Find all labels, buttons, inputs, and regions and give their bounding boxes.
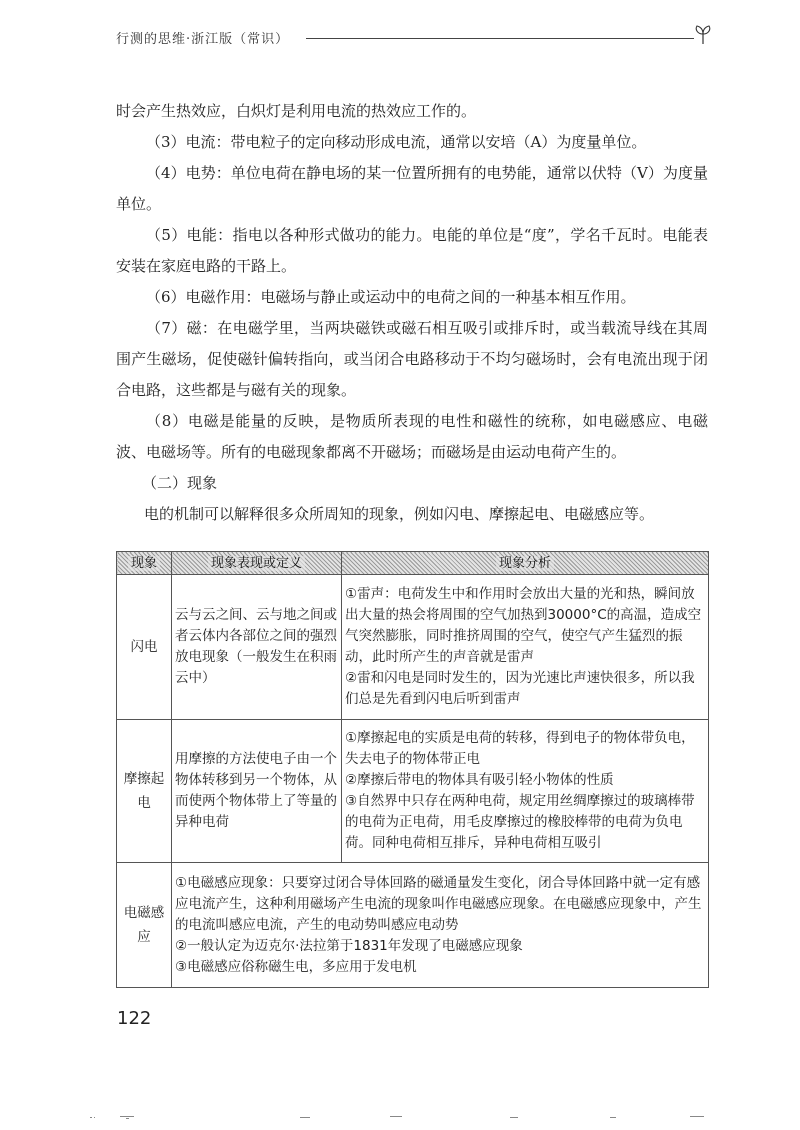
body-text <box>116 96 708 530</box>
paragraph-electromagnetism: （8）电磁是能量的反映，是物质所表现的电性和磁性的统称，如电磁感应、电磁波、电磁场等。所有的电磁现象都离不开磁场；而磁场是由运动电荷产生的。 <box>116 412 708 461</box>
phenomenon-analysis <box>342 720 709 863</box>
table-row <box>117 720 709 863</box>
phenomenon-name: 摩擦起电 <box>117 720 172 863</box>
header-phenomenon: 现象 <box>117 552 172 575</box>
analysis-item: ②摩擦后带电的物体具有吸引轻小物体的性质 <box>345 772 614 788</box>
running-header <box>116 24 716 54</box>
table-row <box>117 863 709 988</box>
phenomenon-analysis <box>342 575 709 720</box>
book-title: 行测的思维·浙江版（常识） <box>116 32 290 47</box>
analysis-item: ①雷声：电荷发生中和作用时会放出大量的光和热，瞬间放出大量的热会将周围的空气加热到30000°C的高温，造成空气突然膨胀，同时推挤周围的空气，使空气产生猛烈的振动，此时所产生的声音就是雷声 <box>345 586 702 665</box>
scan-artifact-dots <box>90 1112 730 1122</box>
analysis-item: ①摩擦起电的实质是电荷的转移，得到电子的物体带负电，失去电子的物体带正电 <box>345 730 695 767</box>
phenomena-table <box>116 551 709 988</box>
paragraph-electromagnetic-interaction: （6）电磁作用：电磁场与静止或运动中的电荷之间的一种基本相互作用。 <box>146 288 636 306</box>
header-analysis: 现象分析 <box>342 552 709 575</box>
phenomenon-name: 电磁感应 <box>117 863 172 988</box>
analysis-item: ②一般认定为迈克尔·法拉第于1831年发现了电磁感应现象 <box>175 937 523 954</box>
header-rule <box>306 38 694 39</box>
table-row <box>117 575 709 720</box>
paragraph-electric-energy: （5）电能：指电以各种形式做功的能力。电能的单位是“度”，学名千瓦时。电能表安装在家庭电路的干路上。 <box>116 226 708 275</box>
paragraph-continuation: 时会产生热效应，白炽灯是利用电流的热效应工作的。 <box>116 102 477 120</box>
analysis-item: ③自然界中只存在两种电荷，规定用丝绸摩擦过的玻璃棒带的电荷为正电荷，用毛皮摩擦过的橡胶棒带的电荷为负电荷。同种电荷相互排斥，异种电荷相互吸引 <box>345 793 695 851</box>
table-header-row <box>117 552 709 575</box>
paragraph-potential: （4）电势：单位电荷在静电场的某一位置所拥有的电势能，通常以伏特（V）为度量单位。 <box>116 164 708 213</box>
analysis-item: ③电磁感应俗称磁生电，多应用于发电机 <box>175 958 417 975</box>
page-number: 122 <box>117 1008 152 1029</box>
paragraph-current: （3）电流：带电粒子的定向移动形成电流，通常以安培（A）为度量单位。 <box>146 133 647 151</box>
phenomenon-merged-analysis <box>172 863 709 988</box>
header-definition: 现象表现或定义 <box>172 552 342 575</box>
phenomenon-definition: 用摩擦的方法使电子由一个物体转移到另一个物体，从而使两个物体带上了等量的异种电荷 <box>172 720 342 863</box>
section-intro: 电的机制可以解释很多众所周知的现象，例如闪电、摩擦起电、电磁感应等。 <box>144 505 655 523</box>
section-heading: （二）现象 <box>142 474 218 492</box>
phenomenon-definition: 云与云之间、云与地之间或者云体内各部位之间的强烈放电现象（一般发生在积雨云中） <box>172 575 342 720</box>
leaf-sprout-icon <box>692 24 714 46</box>
analysis-item: ②雷和闪电是同时发生的，因为光速比声速快很多，所以我们总是先看到闪电后听到雷声 <box>345 670 695 707</box>
phenomenon-name: 闪电 <box>117 575 172 720</box>
analysis-item: ①电磁感应现象：只要穿过闭合导体回路的磁通量发生变化，闭合导体回路中就一定有感应电流产生，这种利用磁场产生电流的现象叫作电磁感应现象。在电磁感应现象中，产生的电流叫感应电流，产生的电动势叫感应电动势 <box>175 874 702 933</box>
paragraph-magnetism: （7）磁：在电磁学里，当两块磁铁或磁石相互吸引或排斥时，或当载流导线在其周围产生磁场，促使磁针偏转指向，或当闭合电路移动于不均匀磁场时，会有电流出现于闭合电路，这些都是与磁有关的现象。 <box>116 319 708 399</box>
